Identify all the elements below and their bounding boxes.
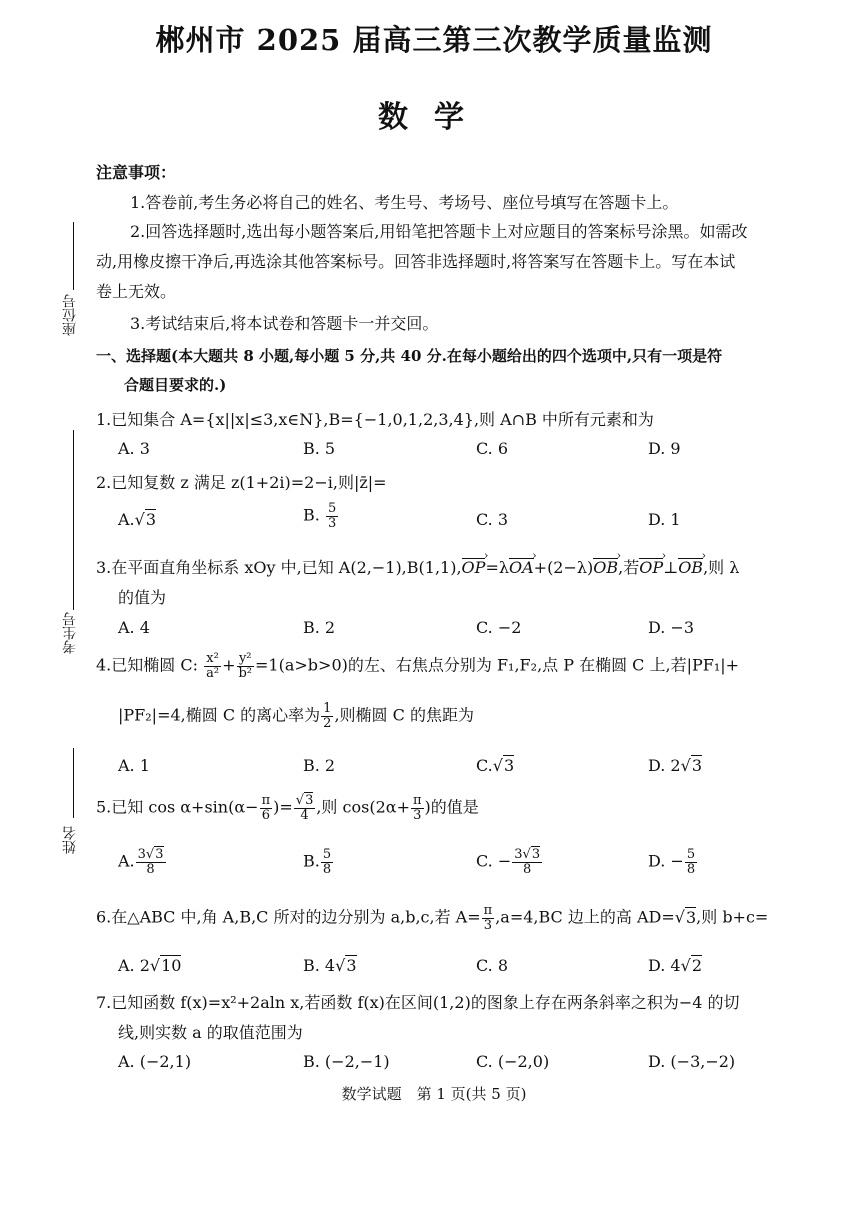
question-1-text: 1.已知集合 A={x||x|≤3,x∈N},B={−1,0,1,2,3,4},则 A∩B 中所有元素和为 [96,410,654,429]
q2-option-a [118,510,156,529]
q5-part: = [279,797,293,817]
fraction [482,904,495,932]
question-4-text: 4.已知椭圆 C: $\frac{\text{x²}}{\text{a²}}$ + $\frac{\text{y²}}{\text{b²}}$ =1(a>b>0)的左、右焦点分别为 F₁,F₂,点 P 在椭圆 C 上,若|PF₁|+ [96,651,740,681]
fraction [294,794,316,822]
denominator: 8 [322,861,332,877]
numerator: 1 [323,701,332,716]
fraction [411,794,424,822]
numerator: 5 [322,847,332,862]
q6-part: ,a=4,BC 边上的高 AD= [495,907,675,927]
numerator: x² [206,651,219,666]
question-2-text: 2.已知复数 z 满足 z(1+2i)=2−i,则|z̄|= [96,473,387,492]
q4-part: 4.已知椭圆 C: [96,655,198,675]
denominator: 8 [686,861,696,877]
fraction [321,702,333,730]
fraction [136,848,166,876]
q3-part: ,则 λ [703,558,740,577]
section-heading-line2: 合题目要求的.) [124,376,227,394]
denominator: 4 [300,807,309,823]
numerator: 3√3 [514,847,541,862]
numerator: 5 [327,501,337,516]
q4-option-b: B. 2 [303,756,336,775]
fraction [685,848,697,876]
denominator: 2 [323,715,332,731]
q2-option-b [303,502,339,530]
radicand: 3 [691,756,702,775]
q6-option-a: A. 2√10 [118,956,182,975]
q5-option-a [118,848,167,876]
denominator: b² [238,665,253,681]
option-letter: C. [476,756,493,775]
q3-part: +(2−λ) [533,558,594,577]
q6-part: 6.在△ABC 中,角 A,B,C 所对的边分别为 a,b,c,若 A= [96,907,481,927]
radicand: 3 [155,847,164,862]
numerator: √3 [295,793,314,808]
numerator: y² [238,651,252,666]
q3-part: 3.在平面直角坐标系 xOy 中,已知 A(2,−1),B(1,1), [96,558,462,577]
coefficient: 3 [137,847,146,862]
candidate-number-line [73,430,74,610]
option-letter: D. 2 [648,756,681,775]
option-letter: C. − [476,851,512,871]
q5-part: 2α+ [375,797,410,817]
question-7-line2: 线,则实数 a 的取值范围为 [118,1023,303,1042]
radicand: 2 [691,956,702,975]
candidate-number-label: 考生号 [62,612,78,654]
numerator: π [261,793,271,808]
radicand: 3 [305,793,314,808]
q3-option-b: B. 2 [303,618,336,637]
radicand: 3 [145,510,157,529]
radicand: 10 [161,956,182,975]
q5-part: 的值是 [430,797,479,817]
question-5-text: 5.已知 cos α+sin(α− $\frac{\pi}{6}$ )= $\frac{√3}{4}$ ,则 cos(2α+ $\frac{\pi}{3}$ )的值是 [96,793,479,823]
vector-op: OP › [639,558,663,577]
vector-op: OP › [462,558,486,577]
q3-part: ⊥ [663,558,679,577]
q3-part: =λ [485,558,509,577]
q3-option-d: D. −3 [648,618,695,637]
subject-title: 数学 [378,100,490,135]
denominator: 3 [327,515,337,531]
numerator: 5 [686,847,696,862]
q5-part: ,则 cos [316,797,370,817]
option-letter: A. 2 [118,956,150,975]
q5-part: 5.已知 cos α+sin [96,797,229,817]
radicand: 3 [685,907,697,927]
exam-title: 郴州市 2025 届高三第三次教学质量监测 [155,23,713,57]
denominator: 8 [146,861,155,877]
q3-option-c: C. −2 [476,618,522,637]
q4-option-c: C.√3 [476,756,515,775]
q4-option-d: D. 2√3 [648,756,702,775]
q4-part: ,则椭圆 C 的焦距为 [334,705,474,725]
numerator: π [483,903,493,918]
option-letter: B. [303,851,320,871]
radicand: 3 [531,847,541,862]
seat-number-line [73,222,74,290]
fraction [326,502,338,530]
q6-option-c: C. 8 [476,956,509,975]
q7-option-d: D. (−3,−2) [648,1052,736,1071]
page-footer: 数学试题 第 1 页(共 5 页) [341,1085,527,1103]
coefficient: 3 [514,847,523,862]
numerator: π [412,793,422,808]
denominator: 8 [523,861,532,877]
q4-option-a: A. 1 [118,756,150,775]
sqrt-symbol: √ [134,510,145,529]
q3-part: ,若 [618,558,640,577]
q4-part: |PF₂|=4,椭圆 C 的离心率为 [118,705,321,725]
seat-number-label: 座位号 [62,294,78,336]
notes-heading: 注意事项： [96,163,177,182]
fraction [321,848,333,876]
q7-option-c: C. (−2,0) [476,1052,550,1071]
option-letter: D. 4 [648,956,681,975]
q5-option-b [303,848,334,876]
denominator: 3 [483,917,493,933]
fraction [260,794,273,822]
q3-option-a: A. 4 [118,618,150,637]
q5-part: α− [234,797,259,817]
note-line: 卷上无效。 [96,282,177,301]
q1-option-b: B. 5 [303,439,336,458]
radicand: 3 [346,956,357,975]
note-line: 2.回答选择题时,选出每小题答案后,用铅笔把答题卡上对应题目的答案标号涂黑。如需改 [130,222,748,241]
question-3-line2: 的值为 [118,588,167,607]
vector-ob: OB › [593,558,618,577]
q5-option-c [476,848,543,876]
note-line: 动,用橡皮擦干净后,再选涂其他答案标号。回答非选择题时,将答案写在答题卡上。写在本试 [96,252,736,271]
denominator: a² [206,665,220,681]
numerator: 3√3 [137,847,164,862]
option-letter: B. [303,505,320,525]
section-heading-line1: 一、选择题(本大题共 8 小题,每小题 5 分,共 40 分.在每小题给出的四个选项中,只有一项是符 [96,347,723,365]
question-7-text: 7.已知函数 f(x)=x²+2aln x,若函数 f(x)在区间(1,2)的图象上存在两条斜率之积为−4 的切 [96,993,740,1012]
option-letter: A. [118,851,135,871]
fraction [236,652,254,680]
option-letter: D. − [648,851,684,871]
question-4-line2 [118,702,474,730]
denominator: 6 [261,807,270,823]
question-3-text [96,555,739,578]
fraction [204,652,221,680]
option-letter: A. [118,510,135,529]
vector-ob: OB › [678,558,703,577]
name-line [73,748,74,818]
name-label: 姓名 [62,826,78,854]
note-line: 1.答卷前,考生务必将自己的姓名、考生号、考场号、座位号填写在答题卡上。 [130,193,679,212]
q1-option-d: D. 9 [648,439,681,458]
q2-option-c: C. 3 [476,510,509,529]
q1-option-c: C. 6 [476,439,509,458]
radicand: 3 [503,756,515,775]
vector-oa: OA › [509,558,534,577]
q2-option-d: D. 1 [648,510,681,529]
fraction [512,848,542,876]
q7-option-a: A. (−2,1) [118,1052,192,1071]
option-letter: B. 4 [303,956,336,975]
q6-part: ,则 b+c= [696,907,769,927]
q1-option-a: A. 3 [118,439,150,458]
q6-option-b: B. 4√3 [303,956,357,975]
note-line: 3.考试结束后,将本试卷和答题卡一并交回。 [130,314,439,333]
denominator: 3 [413,807,422,823]
question-6-text: 6.在△ABC 中,角 A,B,C 所对的边分别为 a,b,c,若 A= $\frac{\pi}{3}$ ,a=4,BC 边上的高 AD=√3,则 b+c= [96,903,769,933]
q6-option-d: D. 4√2 [648,956,702,975]
q5-option-d [648,848,698,876]
q4-part: =1(a>b>0)的左、右焦点分别为 F₁,F₂,点 P 在椭圆 C 上,若|PF₁|+ [255,655,740,675]
q7-option-b: B. (−2,−1) [303,1052,390,1071]
